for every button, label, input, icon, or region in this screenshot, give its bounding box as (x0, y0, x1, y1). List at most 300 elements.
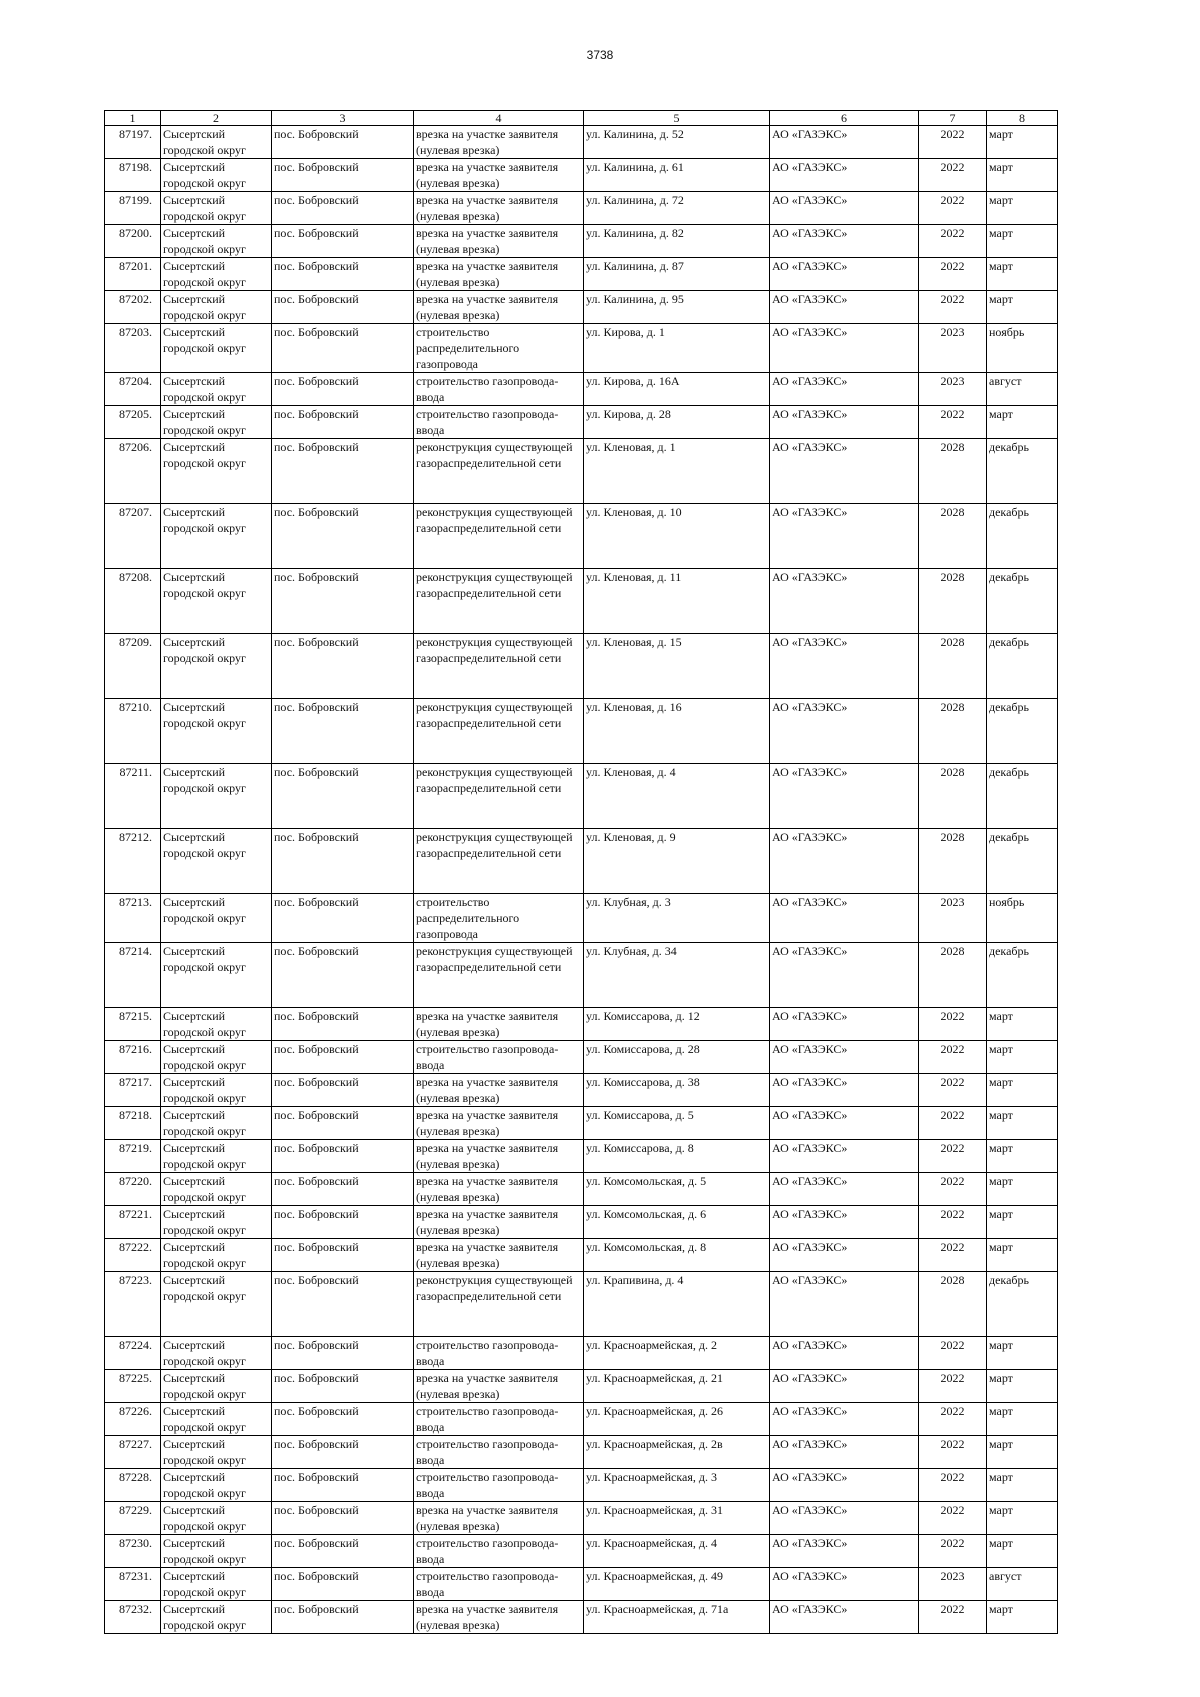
month-cell: август (987, 1568, 1058, 1601)
table-row (105, 373, 1058, 406)
column-header: 6 (770, 111, 919, 126)
month-cell: март (987, 1206, 1058, 1239)
month-cell: март (987, 225, 1058, 258)
settlement-cell: пос. Бобровский (272, 1568, 414, 1601)
page-number: 3738 (586, 48, 614, 62)
district-cell: Сысертский городской округ (161, 1436, 272, 1469)
settlement-cell: пос. Бобровский (272, 829, 414, 894)
district-cell: Сысертский городской округ (161, 192, 272, 225)
row-number-cell: 87203. (105, 324, 161, 373)
work-type-cell: врезка на участке заявителя (нулевая врезка) (414, 1502, 584, 1535)
organization-cell: АО «ГАЗЭКС» (770, 634, 919, 699)
address-cell: ул. Кленовая, д. 15 (584, 634, 770, 699)
work-type-cell: реконструкция существующей газораспределительной сети (414, 764, 584, 829)
district-cell: Сысертский городской округ (161, 1601, 272, 1634)
row-number-cell: 87224. (105, 1337, 161, 1370)
district-cell: Сысертский городской округ (161, 225, 272, 258)
settlement-cell: пос. Бобровский (272, 504, 414, 569)
work-type-cell: строительство газопровода-ввода (414, 1568, 584, 1601)
month-cell: март (987, 159, 1058, 192)
month-cell: декабрь (987, 1272, 1058, 1337)
month-cell: март (987, 1041, 1058, 1074)
row-number-cell: 87219. (105, 1140, 161, 1173)
organization-cell: АО «ГАЗЭКС» (770, 258, 919, 291)
row-number-cell: 87198. (105, 159, 161, 192)
table-row (105, 439, 1058, 504)
row-number-cell: 87230. (105, 1535, 161, 1568)
settlement-cell: пос. Бобровский (272, 1041, 414, 1074)
row-number-cell: 87221. (105, 1206, 161, 1239)
month-cell: декабрь (987, 504, 1058, 569)
row-number-cell: 87222. (105, 1239, 161, 1272)
column-header: 5 (584, 111, 770, 126)
organization-cell: АО «ГАЗЭКС» (770, 894, 919, 943)
year-cell: 2022 (919, 1239, 987, 1272)
table-row (105, 569, 1058, 634)
column-header: 7 (919, 111, 987, 126)
organization-cell: АО «ГАЗЭКС» (770, 291, 919, 324)
year-cell: 2022 (919, 1469, 987, 1502)
district-cell: Сысертский городской округ (161, 291, 272, 324)
address-cell: ул. Кирова, д. 28 (584, 406, 770, 439)
month-cell: декабрь (987, 943, 1058, 1008)
district-cell: Сысертский городской округ (161, 1535, 272, 1568)
table-row (105, 1403, 1058, 1436)
year-cell: 2022 (919, 1008, 987, 1041)
organization-cell: АО «ГАЗЭКС» (770, 1008, 919, 1041)
work-type-cell: врезка на участке заявителя (нулевая врезка) (414, 1140, 584, 1173)
table-row (105, 764, 1058, 829)
district-cell: Сысертский городской округ (161, 439, 272, 504)
settlement-cell: пос. Бобровский (272, 406, 414, 439)
month-cell: март (987, 1535, 1058, 1568)
table-row (105, 1173, 1058, 1206)
table-row (105, 1601, 1058, 1634)
settlement-cell: пос. Бобровский (272, 373, 414, 406)
settlement-cell: пос. Бобровский (272, 1337, 414, 1370)
table-row (105, 126, 1058, 159)
work-type-cell: строительство газопровода-ввода (414, 1041, 584, 1074)
settlement-cell: пос. Бобровский (272, 126, 414, 159)
month-cell: март (987, 1502, 1058, 1535)
organization-cell: АО «ГАЗЭКС» (770, 373, 919, 406)
settlement-cell: пос. Бобровский (272, 1370, 414, 1403)
table-row (105, 225, 1058, 258)
organization-cell: АО «ГАЗЭКС» (770, 1074, 919, 1107)
district-cell: Сысертский городской округ (161, 1206, 272, 1239)
row-number-cell: 87225. (105, 1370, 161, 1403)
address-cell: ул. Кирова, д. 16А (584, 373, 770, 406)
column-header: 3 (272, 111, 414, 126)
month-cell: ноябрь (987, 324, 1058, 373)
organization-cell: АО «ГАЗЭКС» (770, 1140, 919, 1173)
work-type-cell: строительство газопровода-ввода (414, 1535, 584, 1568)
year-cell: 2028 (919, 439, 987, 504)
column-number-row (105, 111, 1058, 126)
year-cell: 2028 (919, 829, 987, 894)
month-cell: август (987, 373, 1058, 406)
row-number-cell: 87215. (105, 1008, 161, 1041)
year-cell: 2022 (919, 406, 987, 439)
table-row (105, 894, 1058, 943)
work-type-cell: реконструкция существующей газораспределительной сети (414, 439, 584, 504)
address-cell: ул. Кленовая, д. 9 (584, 829, 770, 894)
table-row (105, 1502, 1058, 1535)
year-cell: 2022 (919, 1436, 987, 1469)
settlement-cell: пос. Бобровский (272, 699, 414, 764)
work-type-cell: врезка на участке заявителя (нулевая врезка) (414, 1601, 584, 1634)
work-type-cell: реконструкция существующей газораспределительной сети (414, 943, 584, 1008)
district-cell: Сысертский городской округ (161, 764, 272, 829)
organization-cell: АО «ГАЗЭКС» (770, 1568, 919, 1601)
row-number-cell: 87205. (105, 406, 161, 439)
district-cell: Сысертский городской округ (161, 373, 272, 406)
address-cell: ул. Комсомольская, д. 8 (584, 1239, 770, 1272)
month-cell: декабрь (987, 699, 1058, 764)
organization-cell: АО «ГАЗЭКС» (770, 699, 919, 764)
table-row (105, 829, 1058, 894)
gas-works-table (104, 110, 1058, 1634)
year-cell: 2023 (919, 324, 987, 373)
month-cell: декабрь (987, 634, 1058, 699)
organization-cell: АО «ГАЗЭКС» (770, 1206, 919, 1239)
work-type-cell: строительство газопровода-ввода (414, 373, 584, 406)
work-type-cell: врезка на участке заявителя (нулевая врезка) (414, 1074, 584, 1107)
work-type-cell: врезка на участке заявителя (нулевая врезка) (414, 225, 584, 258)
address-cell: ул. Клубная, д. 34 (584, 943, 770, 1008)
work-type-cell: реконструкция существующей газораспределительной сети (414, 699, 584, 764)
address-cell: ул. Красноармейская, д. 21 (584, 1370, 770, 1403)
month-cell: март (987, 1601, 1058, 1634)
settlement-cell: пос. Бобровский (272, 1469, 414, 1502)
district-cell: Сысертский городской округ (161, 1469, 272, 1502)
work-type-cell: строительство газопровода-ввода (414, 1469, 584, 1502)
settlement-cell: пос. Бобровский (272, 943, 414, 1008)
work-type-cell: врезка на участке заявителя (нулевая врезка) (414, 1239, 584, 1272)
table-row (105, 258, 1058, 291)
year-cell: 2022 (919, 159, 987, 192)
work-type-cell: реконструкция существующей газораспределительной сети (414, 1272, 584, 1337)
month-cell: март (987, 258, 1058, 291)
address-cell: ул. Крапивина, д. 4 (584, 1272, 770, 1337)
row-number-cell: 87226. (105, 1403, 161, 1436)
month-cell: март (987, 406, 1058, 439)
year-cell: 2022 (919, 1337, 987, 1370)
settlement-cell: пос. Бобровский (272, 159, 414, 192)
organization-cell: АО «ГАЗЭКС» (770, 225, 919, 258)
work-type-cell: реконструкция существующей газораспределительной сети (414, 504, 584, 569)
row-number-cell: 87231. (105, 1568, 161, 1601)
year-cell: 2022 (919, 1107, 987, 1140)
table-row (105, 1535, 1058, 1568)
work-type-cell: реконструкция существующей газораспределительной сети (414, 569, 584, 634)
table-row (105, 1074, 1058, 1107)
district-cell: Сысертский городской округ (161, 1107, 272, 1140)
settlement-cell: пос. Бобровский (272, 1008, 414, 1041)
address-cell: ул. Кленовая, д. 4 (584, 764, 770, 829)
settlement-cell: пос. Бобровский (272, 1403, 414, 1436)
table-row (105, 192, 1058, 225)
organization-cell: АО «ГАЗЭКС» (770, 1601, 919, 1634)
year-cell: 2022 (919, 1370, 987, 1403)
organization-cell: АО «ГАЗЭКС» (770, 1107, 919, 1140)
row-number-cell: 87213. (105, 894, 161, 943)
year-cell: 2028 (919, 1272, 987, 1337)
month-cell: март (987, 1469, 1058, 1502)
organization-cell: АО «ГАЗЭКС» (770, 829, 919, 894)
organization-cell: АО «ГАЗЭКС» (770, 764, 919, 829)
table-row (105, 1140, 1058, 1173)
month-cell: март (987, 1074, 1058, 1107)
table-row (105, 1370, 1058, 1403)
settlement-cell: пос. Бобровский (272, 1272, 414, 1337)
month-cell: март (987, 126, 1058, 159)
month-cell: декабрь (987, 764, 1058, 829)
month-cell: март (987, 192, 1058, 225)
district-cell: Сысертский городской округ (161, 569, 272, 634)
year-cell: 2022 (919, 1502, 987, 1535)
row-number-cell: 87202. (105, 291, 161, 324)
organization-cell: АО «ГАЗЭКС» (770, 1173, 919, 1206)
table-row (105, 699, 1058, 764)
settlement-cell: пос. Бобровский (272, 225, 414, 258)
address-cell: ул. Комсомольская, д. 5 (584, 1173, 770, 1206)
table-row (105, 1239, 1058, 1272)
district-cell: Сысертский городской округ (161, 1272, 272, 1337)
work-type-cell: врезка на участке заявителя (нулевая врезка) (414, 1206, 584, 1239)
settlement-cell: пос. Бобровский (272, 1502, 414, 1535)
district-cell: Сысертский городской округ (161, 258, 272, 291)
row-number-cell: 87223. (105, 1272, 161, 1337)
table-row (105, 159, 1058, 192)
table-row (105, 1337, 1058, 1370)
district-cell: Сысертский городской округ (161, 1041, 272, 1074)
column-header: 4 (414, 111, 584, 126)
settlement-cell: пос. Бобровский (272, 192, 414, 225)
table-row (105, 943, 1058, 1008)
work-type-cell: реконструкция существующей газораспределительной сети (414, 829, 584, 894)
address-cell: ул. Кленовая, д. 1 (584, 439, 770, 504)
table-row (105, 1107, 1058, 1140)
organization-cell: АО «ГАЗЭКС» (770, 1535, 919, 1568)
work-type-cell: врезка на участке заявителя (нулевая врезка) (414, 1173, 584, 1206)
year-cell: 2022 (919, 1041, 987, 1074)
district-cell: Сысертский городской округ (161, 1502, 272, 1535)
column-header: 1 (105, 111, 161, 126)
district-cell: Сысертский городской округ (161, 1568, 272, 1601)
address-cell: ул. Красноармейская, д. 26 (584, 1403, 770, 1436)
year-cell: 2028 (919, 634, 987, 699)
year-cell: 2022 (919, 1206, 987, 1239)
table-row (105, 1008, 1058, 1041)
organization-cell: АО «ГАЗЭКС» (770, 1272, 919, 1337)
year-cell: 2028 (919, 943, 987, 1008)
address-cell: ул. Комиссарова, д. 12 (584, 1008, 770, 1041)
work-type-cell: врезка на участке заявителя (нулевая врезка) (414, 291, 584, 324)
table-row (105, 1568, 1058, 1601)
address-cell: ул. Красноармейская, д. 3 (584, 1469, 770, 1502)
settlement-cell: пос. Бобровский (272, 1601, 414, 1634)
organization-cell: АО «ГАЗЭКС» (770, 1502, 919, 1535)
address-cell: ул. Комиссарова, д. 28 (584, 1041, 770, 1074)
month-cell: март (987, 291, 1058, 324)
table-row (105, 406, 1058, 439)
row-number-cell: 87229. (105, 1502, 161, 1535)
address-cell: ул. Красноармейская, д. 2 (584, 1337, 770, 1370)
district-cell: Сысертский городской округ (161, 1239, 272, 1272)
work-type-cell: строительство распределительного газопровода (414, 894, 584, 943)
year-cell: 2022 (919, 192, 987, 225)
column-header: 8 (987, 111, 1058, 126)
address-cell: ул. Красноармейская, д. 49 (584, 1568, 770, 1601)
address-cell: ул. Калинина, д. 52 (584, 126, 770, 159)
settlement-cell: пос. Бобровский (272, 634, 414, 699)
district-cell: Сысертский городской округ (161, 406, 272, 439)
month-cell: март (987, 1337, 1058, 1370)
organization-cell: АО «ГАЗЭКС» (770, 1436, 919, 1469)
address-cell: ул. Красноармейская, д. 4 (584, 1535, 770, 1568)
month-cell: март (987, 1008, 1058, 1041)
settlement-cell: пос. Бобровский (272, 1140, 414, 1173)
row-number-cell: 87211. (105, 764, 161, 829)
row-number-cell: 87208. (105, 569, 161, 634)
year-cell: 2022 (919, 1173, 987, 1206)
year-cell: 2028 (919, 764, 987, 829)
address-cell: ул. Калинина, д. 72 (584, 192, 770, 225)
address-cell: ул. Комиссарова, д. 8 (584, 1140, 770, 1173)
month-cell: ноябрь (987, 894, 1058, 943)
year-cell: 2022 (919, 1535, 987, 1568)
work-type-cell: строительство газопровода-ввода (414, 406, 584, 439)
district-cell: Сысертский городской округ (161, 1074, 272, 1107)
organization-cell: АО «ГАЗЭКС» (770, 192, 919, 225)
year-cell: 2023 (919, 894, 987, 943)
district-cell: Сысертский городской округ (161, 1140, 272, 1173)
table-row (105, 1272, 1058, 1337)
month-cell: март (987, 1140, 1058, 1173)
district-cell: Сысертский городской округ (161, 504, 272, 569)
month-cell: декабрь (987, 439, 1058, 504)
district-cell: Сысертский городской округ (161, 1173, 272, 1206)
organization-cell: АО «ГАЗЭКС» (770, 1041, 919, 1074)
district-cell: Сысертский городской округ (161, 159, 272, 192)
settlement-cell: пос. Бобровский (272, 894, 414, 943)
column-header: 2 (161, 111, 272, 126)
row-number-cell: 87197. (105, 126, 161, 159)
address-cell: ул. Калинина, д. 82 (584, 225, 770, 258)
work-type-cell: строительство газопровода-ввода (414, 1436, 584, 1469)
organization-cell: АО «ГАЗЭКС» (770, 1403, 919, 1436)
organization-cell: АО «ГАЗЭКС» (770, 159, 919, 192)
organization-cell: АО «ГАЗЭКС» (770, 504, 919, 569)
district-cell: Сысертский городской округ (161, 943, 272, 1008)
address-cell: ул. Красноармейская, д. 71а (584, 1601, 770, 1634)
district-cell: Сысертский городской округ (161, 634, 272, 699)
month-cell: март (987, 1436, 1058, 1469)
month-cell: март (987, 1239, 1058, 1272)
row-number-cell: 87209. (105, 634, 161, 699)
address-cell: ул. Красноармейская, д. 2в (584, 1436, 770, 1469)
work-type-cell: врезка на участке заявителя (нулевая врезка) (414, 126, 584, 159)
month-cell: март (987, 1370, 1058, 1403)
row-number-cell: 87228. (105, 1469, 161, 1502)
address-cell: ул. Красноармейская, д. 31 (584, 1502, 770, 1535)
row-number-cell: 87210. (105, 699, 161, 764)
work-type-cell: строительство газопровода-ввода (414, 1337, 584, 1370)
work-type-cell: строительство распределительного газопровода (414, 324, 584, 373)
settlement-cell: пос. Бобровский (272, 324, 414, 373)
organization-cell: АО «ГАЗЭКС» (770, 126, 919, 159)
organization-cell: АО «ГАЗЭКС» (770, 406, 919, 439)
work-type-cell: врезка на участке заявителя (нулевая врезка) (414, 1107, 584, 1140)
row-number-cell: 87200. (105, 225, 161, 258)
settlement-cell: пос. Бобровский (272, 1436, 414, 1469)
table-row (105, 324, 1058, 373)
table-row (105, 291, 1058, 324)
row-number-cell: 87216. (105, 1041, 161, 1074)
year-cell: 2022 (919, 225, 987, 258)
table-row (105, 504, 1058, 569)
table-row (105, 634, 1058, 699)
organization-cell: АО «ГАЗЭКС» (770, 439, 919, 504)
district-cell: Сысертский городской округ (161, 1008, 272, 1041)
settlement-cell: пос. Бобровский (272, 569, 414, 634)
organization-cell: АО «ГАЗЭКС» (770, 943, 919, 1008)
organization-cell: АО «ГАЗЭКС» (770, 324, 919, 373)
settlement-cell: пос. Бобровский (272, 258, 414, 291)
year-cell: 2028 (919, 699, 987, 764)
year-cell: 2022 (919, 291, 987, 324)
address-cell: ул. Комиссарова, д. 5 (584, 1107, 770, 1140)
work-type-cell: врезка на участке заявителя (нулевая врезка) (414, 1370, 584, 1403)
work-type-cell: реконструкция существующей газораспределительной сети (414, 634, 584, 699)
address-cell: ул. Калинина, д. 95 (584, 291, 770, 324)
month-cell: декабрь (987, 569, 1058, 634)
row-number-cell: 87217. (105, 1074, 161, 1107)
month-cell: март (987, 1403, 1058, 1436)
district-cell: Сысертский городской округ (161, 324, 272, 373)
row-number-cell: 87220. (105, 1173, 161, 1206)
organization-cell: АО «ГАЗЭКС» (770, 1370, 919, 1403)
work-type-cell: врезка на участке заявителя (нулевая врезка) (414, 159, 584, 192)
address-cell: ул. Кленовая, д. 11 (584, 569, 770, 634)
row-number-cell: 87201. (105, 258, 161, 291)
district-cell: Сысертский городской округ (161, 1337, 272, 1370)
year-cell: 2023 (919, 1568, 987, 1601)
settlement-cell: пос. Бобровский (272, 1107, 414, 1140)
district-cell: Сысертский городской округ (161, 829, 272, 894)
address-cell: ул. Кленовая, д. 10 (584, 504, 770, 569)
address-cell: ул. Комиссарова, д. 38 (584, 1074, 770, 1107)
year-cell: 2028 (919, 504, 987, 569)
year-cell: 2022 (919, 1074, 987, 1107)
table-row (105, 1041, 1058, 1074)
district-cell: Сысертский городской округ (161, 126, 272, 159)
address-cell: ул. Клубная, д. 3 (584, 894, 770, 943)
row-number-cell: 87214. (105, 943, 161, 1008)
settlement-cell: пос. Бобровский (272, 1535, 414, 1568)
year-cell: 2022 (919, 1601, 987, 1634)
settlement-cell: пос. Бобровский (272, 439, 414, 504)
year-cell: 2022 (919, 258, 987, 291)
month-cell: март (987, 1173, 1058, 1206)
organization-cell: АО «ГАЗЭКС» (770, 1239, 919, 1272)
row-number-cell: 87212. (105, 829, 161, 894)
row-number-cell: 87206. (105, 439, 161, 504)
month-cell: март (987, 1107, 1058, 1140)
year-cell: 2023 (919, 373, 987, 406)
address-cell: ул. Комсомольская, д. 6 (584, 1206, 770, 1239)
